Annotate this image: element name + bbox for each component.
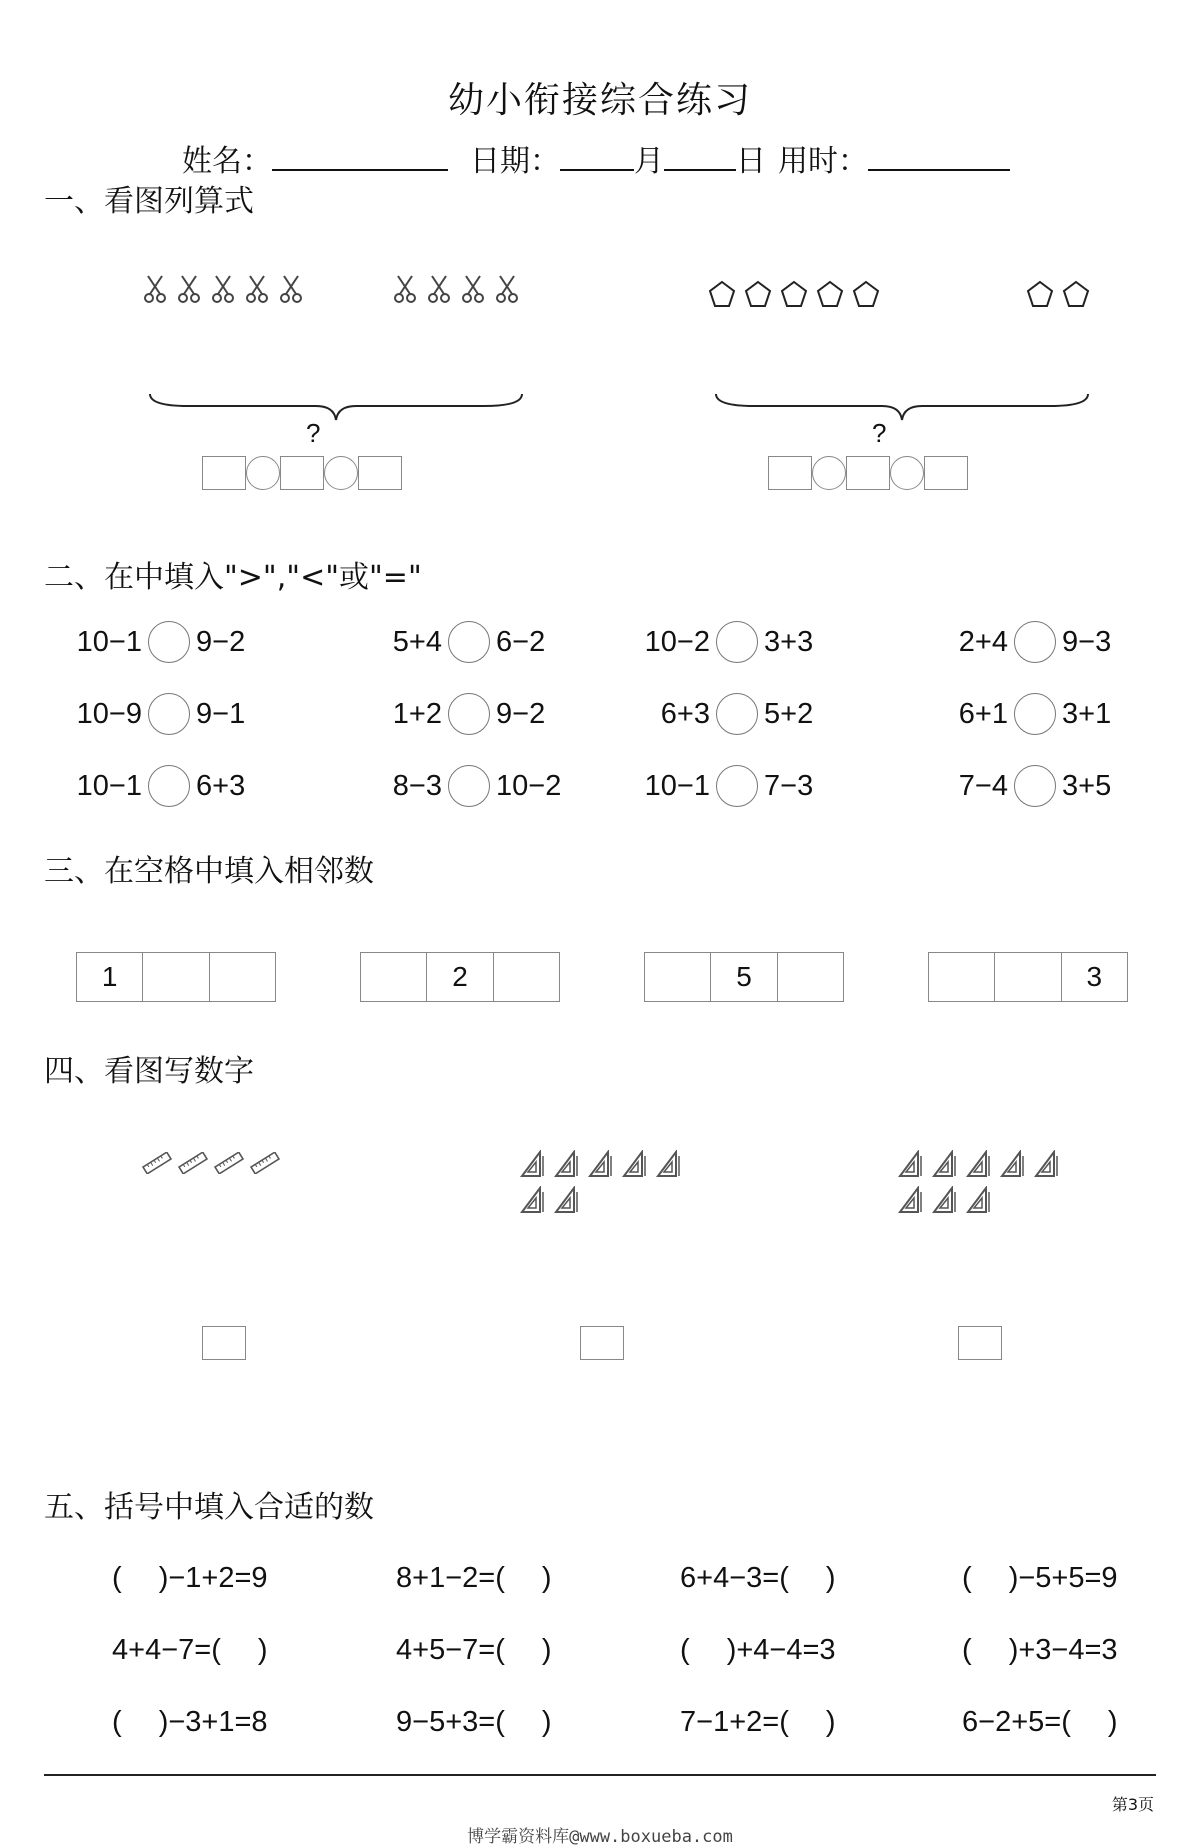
- scissors-icon: [176, 274, 202, 304]
- compare-right: 9−1: [196, 697, 246, 730]
- paren-equation[interactable]: 6−2+5=( ): [962, 1706, 1118, 1738]
- paren-equation[interactable]: ( )+4−4=3: [680, 1634, 836, 1666]
- strip-blank-cell[interactable]: [645, 953, 711, 1001]
- equation-boxes-2: [768, 456, 968, 490]
- time-label: 用时：: [778, 144, 868, 179]
- compare-left: 10−9: [76, 697, 142, 730]
- page-number: 第3页: [1111, 1795, 1154, 1814]
- set-square-group-2-row2: [898, 1186, 992, 1214]
- compare-left: 10−2: [644, 625, 710, 658]
- paren-equation[interactable]: 4+4−7=( ): [112, 1634, 268, 1666]
- name-blank[interactable]: [272, 139, 448, 171]
- time-field[interactable]: [778, 136, 1010, 180]
- compare-left: 1+2: [392, 697, 442, 730]
- compare-left: 7−4: [958, 769, 1008, 802]
- pentagon-icon: [1062, 280, 1090, 308]
- strip-given-cell: 5: [711, 953, 777, 1001]
- section-heading-2: 二、在中填入">","<"或"=": [44, 560, 422, 595]
- set-square-icon: [520, 1150, 546, 1178]
- paren-equation[interactable]: 4+5−7=( ): [396, 1634, 552, 1666]
- compare-item: [376, 693, 545, 735]
- compare-left: 2+4: [958, 625, 1008, 658]
- set-square-icon: [588, 1150, 614, 1178]
- scissors-group-right: [392, 274, 520, 304]
- compare-item: [76, 693, 245, 735]
- compare-left: 10−1: [76, 769, 142, 802]
- scissors-icon: [494, 274, 520, 304]
- count-box-3[interactable]: [958, 1326, 1002, 1360]
- compare-item: [76, 765, 245, 807]
- compare-item: [942, 621, 1111, 663]
- pentagon-icon: [852, 280, 880, 308]
- compare-left: 10−1: [644, 769, 710, 802]
- paren-equation[interactable]: 7−1+2=( ): [680, 1706, 836, 1738]
- compare-right: 3+3: [764, 625, 814, 658]
- number-strip: [644, 952, 844, 1002]
- number-strip: [928, 952, 1128, 1002]
- section-heading-1: 一、看图列算式: [44, 184, 254, 219]
- paren-equation[interactable]: ( )−5+5=9: [962, 1562, 1118, 1594]
- paren-equation[interactable]: 6+4−3=( ): [680, 1562, 836, 1594]
- operator-circle[interactable]: [246, 456, 280, 490]
- set-square-icon: [1034, 1150, 1060, 1178]
- compare-item: [644, 765, 813, 807]
- compare-circle[interactable]: [148, 693, 190, 735]
- set-square-icon: [932, 1150, 958, 1178]
- scissors-icon: [392, 274, 418, 304]
- ruler-icon: [142, 1152, 172, 1174]
- compare-left: 8−3: [392, 769, 442, 802]
- strip-blank-cell[interactable]: [143, 953, 209, 1001]
- pentagon-icon: [780, 280, 808, 308]
- scissors-icon: [244, 274, 270, 304]
- pentagon-icon: [744, 280, 772, 308]
- compare-left: 6+1: [958, 697, 1008, 730]
- scissors-icon: [460, 274, 486, 304]
- set-square-icon: [932, 1186, 958, 1214]
- ruler-icon: [214, 1152, 244, 1174]
- compare-circle[interactable]: [1014, 765, 1056, 807]
- compare-right: 3+1: [1062, 697, 1112, 730]
- set-square-icon: [898, 1150, 924, 1178]
- compare-right: 10−2: [496, 769, 562, 802]
- answer-box[interactable]: [846, 456, 890, 490]
- compare-left: 10−1: [76, 625, 142, 658]
- set-square-icon: [1000, 1150, 1026, 1178]
- compare-circle[interactable]: [448, 693, 490, 735]
- answer-box[interactable]: [768, 456, 812, 490]
- pentagon-group-left: [708, 280, 880, 308]
- paren-equation[interactable]: 9−5+3=( ): [396, 1706, 552, 1738]
- compare-item: [644, 621, 813, 663]
- scissors-group-left: [142, 274, 304, 304]
- compare-circle[interactable]: [716, 693, 758, 735]
- compare-item: [376, 765, 561, 807]
- date-field[interactable]: [470, 136, 766, 180]
- pentagon-group-right: [1026, 280, 1090, 308]
- operator-circle[interactable]: [324, 456, 358, 490]
- number-strip: [76, 952, 276, 1002]
- count-box-2[interactable]: [580, 1326, 624, 1360]
- answer-box[interactable]: [280, 456, 324, 490]
- compare-circle[interactable]: [716, 765, 758, 807]
- set-square-group-1-row2: [520, 1186, 580, 1214]
- strip-given-cell: 2: [427, 953, 493, 1001]
- set-square-icon: [622, 1150, 648, 1178]
- set-square-icon: [656, 1150, 682, 1178]
- scissors-icon: [210, 274, 236, 304]
- time-blank[interactable]: [868, 139, 1010, 171]
- set-square-icon: [966, 1150, 992, 1178]
- compare-item: [942, 765, 1111, 807]
- count-box-1[interactable]: [202, 1326, 246, 1360]
- month-blank[interactable]: [560, 139, 634, 171]
- compare-item: [376, 621, 545, 663]
- answer-box[interactable]: [202, 456, 246, 490]
- paren-equation[interactable]: ( )−3+1=8: [112, 1706, 268, 1738]
- ruler-icon: [178, 1152, 208, 1174]
- operator-circle[interactable]: [812, 456, 846, 490]
- strip-given-cell: 3: [1086, 961, 1103, 992]
- compare-left: 6+3: [660, 697, 710, 730]
- compare-circle[interactable]: [1014, 693, 1056, 735]
- strip-blank-cell[interactable]: [778, 953, 843, 1001]
- answer-box[interactable]: [924, 456, 968, 490]
- answer-box[interactable]: [358, 456, 402, 490]
- set-square-icon: [520, 1186, 546, 1214]
- set-square-icon: [966, 1186, 992, 1214]
- compare-right: 5+2: [764, 697, 814, 730]
- compare-item: [942, 693, 1111, 735]
- pentagon-icon: [708, 280, 736, 308]
- pentagon-icon: [816, 280, 844, 308]
- footer-credit: 博学霸资料库@www.boxueba.com: [467, 1827, 733, 1847]
- name-label: 姓名：: [182, 144, 272, 179]
- question-mark-2: ?: [872, 418, 887, 448]
- compare-circle[interactable]: [148, 621, 190, 663]
- paren-equation[interactable]: ( )+3−4=3: [962, 1634, 1118, 1666]
- paren-equation[interactable]: 8+1−2=( ): [396, 1562, 552, 1594]
- compare-circle[interactable]: [448, 621, 490, 663]
- section-heading-5: 五、括号中填入合适的数: [44, 1490, 374, 1525]
- page-title: 幼小衔接综合练习: [447, 80, 752, 121]
- pentagon-icon: [1026, 280, 1054, 308]
- equation-boxes-1: [202, 456, 402, 490]
- compare-right: 9−2: [196, 625, 246, 658]
- set-square-icon: [554, 1186, 580, 1214]
- compare-right: 6−2: [496, 625, 546, 658]
- question-mark-1: ?: [306, 418, 321, 448]
- strip-blank-cell[interactable]: [361, 953, 427, 1001]
- set-square-group-2-row1: [898, 1150, 1060, 1178]
- scissors-icon: [278, 274, 304, 304]
- day-blank[interactable]: [664, 139, 736, 171]
- brace-right: [714, 392, 1090, 424]
- strip-blank-cell[interactable]: [210, 953, 275, 1001]
- set-square-icon: [898, 1186, 924, 1214]
- paren-equation[interactable]: ( )−1+2=9: [112, 1562, 268, 1594]
- operator-circle[interactable]: [890, 456, 924, 490]
- compare-left: 5+4: [392, 625, 442, 658]
- compare-circle[interactable]: [148, 765, 190, 807]
- ruler-icon: [250, 1152, 280, 1174]
- compare-right: 6+3: [196, 769, 246, 802]
- compare-circle[interactable]: [448, 765, 490, 807]
- compare-right: 9−2: [496, 697, 546, 730]
- strip-given-cell: 1: [77, 953, 143, 1001]
- scissors-icon: [142, 274, 168, 304]
- name-field[interactable]: [182, 136, 448, 180]
- day-label: 日: [736, 144, 766, 179]
- ruler-group: [142, 1152, 280, 1174]
- compare-right: 7−3: [764, 769, 814, 802]
- date-label: 日期：: [470, 144, 560, 179]
- number-strip: [360, 952, 560, 1002]
- set-square-group-1-row1: [520, 1150, 682, 1178]
- compare-item: [644, 693, 813, 735]
- strip-blank-cell[interactable]: [494, 953, 559, 1001]
- strip-blank-cell[interactable]: [929, 953, 995, 1001]
- scissors-icon: [426, 274, 452, 304]
- strip-blank-cell[interactable]: [995, 953, 1061, 1001]
- compare-circle[interactable]: [1014, 621, 1056, 663]
- section-heading-4: 四、看图写数字: [44, 1054, 254, 1089]
- section-heading-3: 三、在空格中填入相邻数: [44, 854, 374, 889]
- compare-item: [76, 621, 245, 663]
- month-label: 月: [634, 144, 664, 179]
- compare-right: 3+5: [1062, 769, 1112, 802]
- set-square-icon: [554, 1150, 580, 1178]
- compare-circle[interactable]: [716, 621, 758, 663]
- brace-left: [148, 392, 524, 424]
- compare-right: 9−3: [1062, 625, 1112, 658]
- footer-divider: [44, 1774, 1156, 1776]
